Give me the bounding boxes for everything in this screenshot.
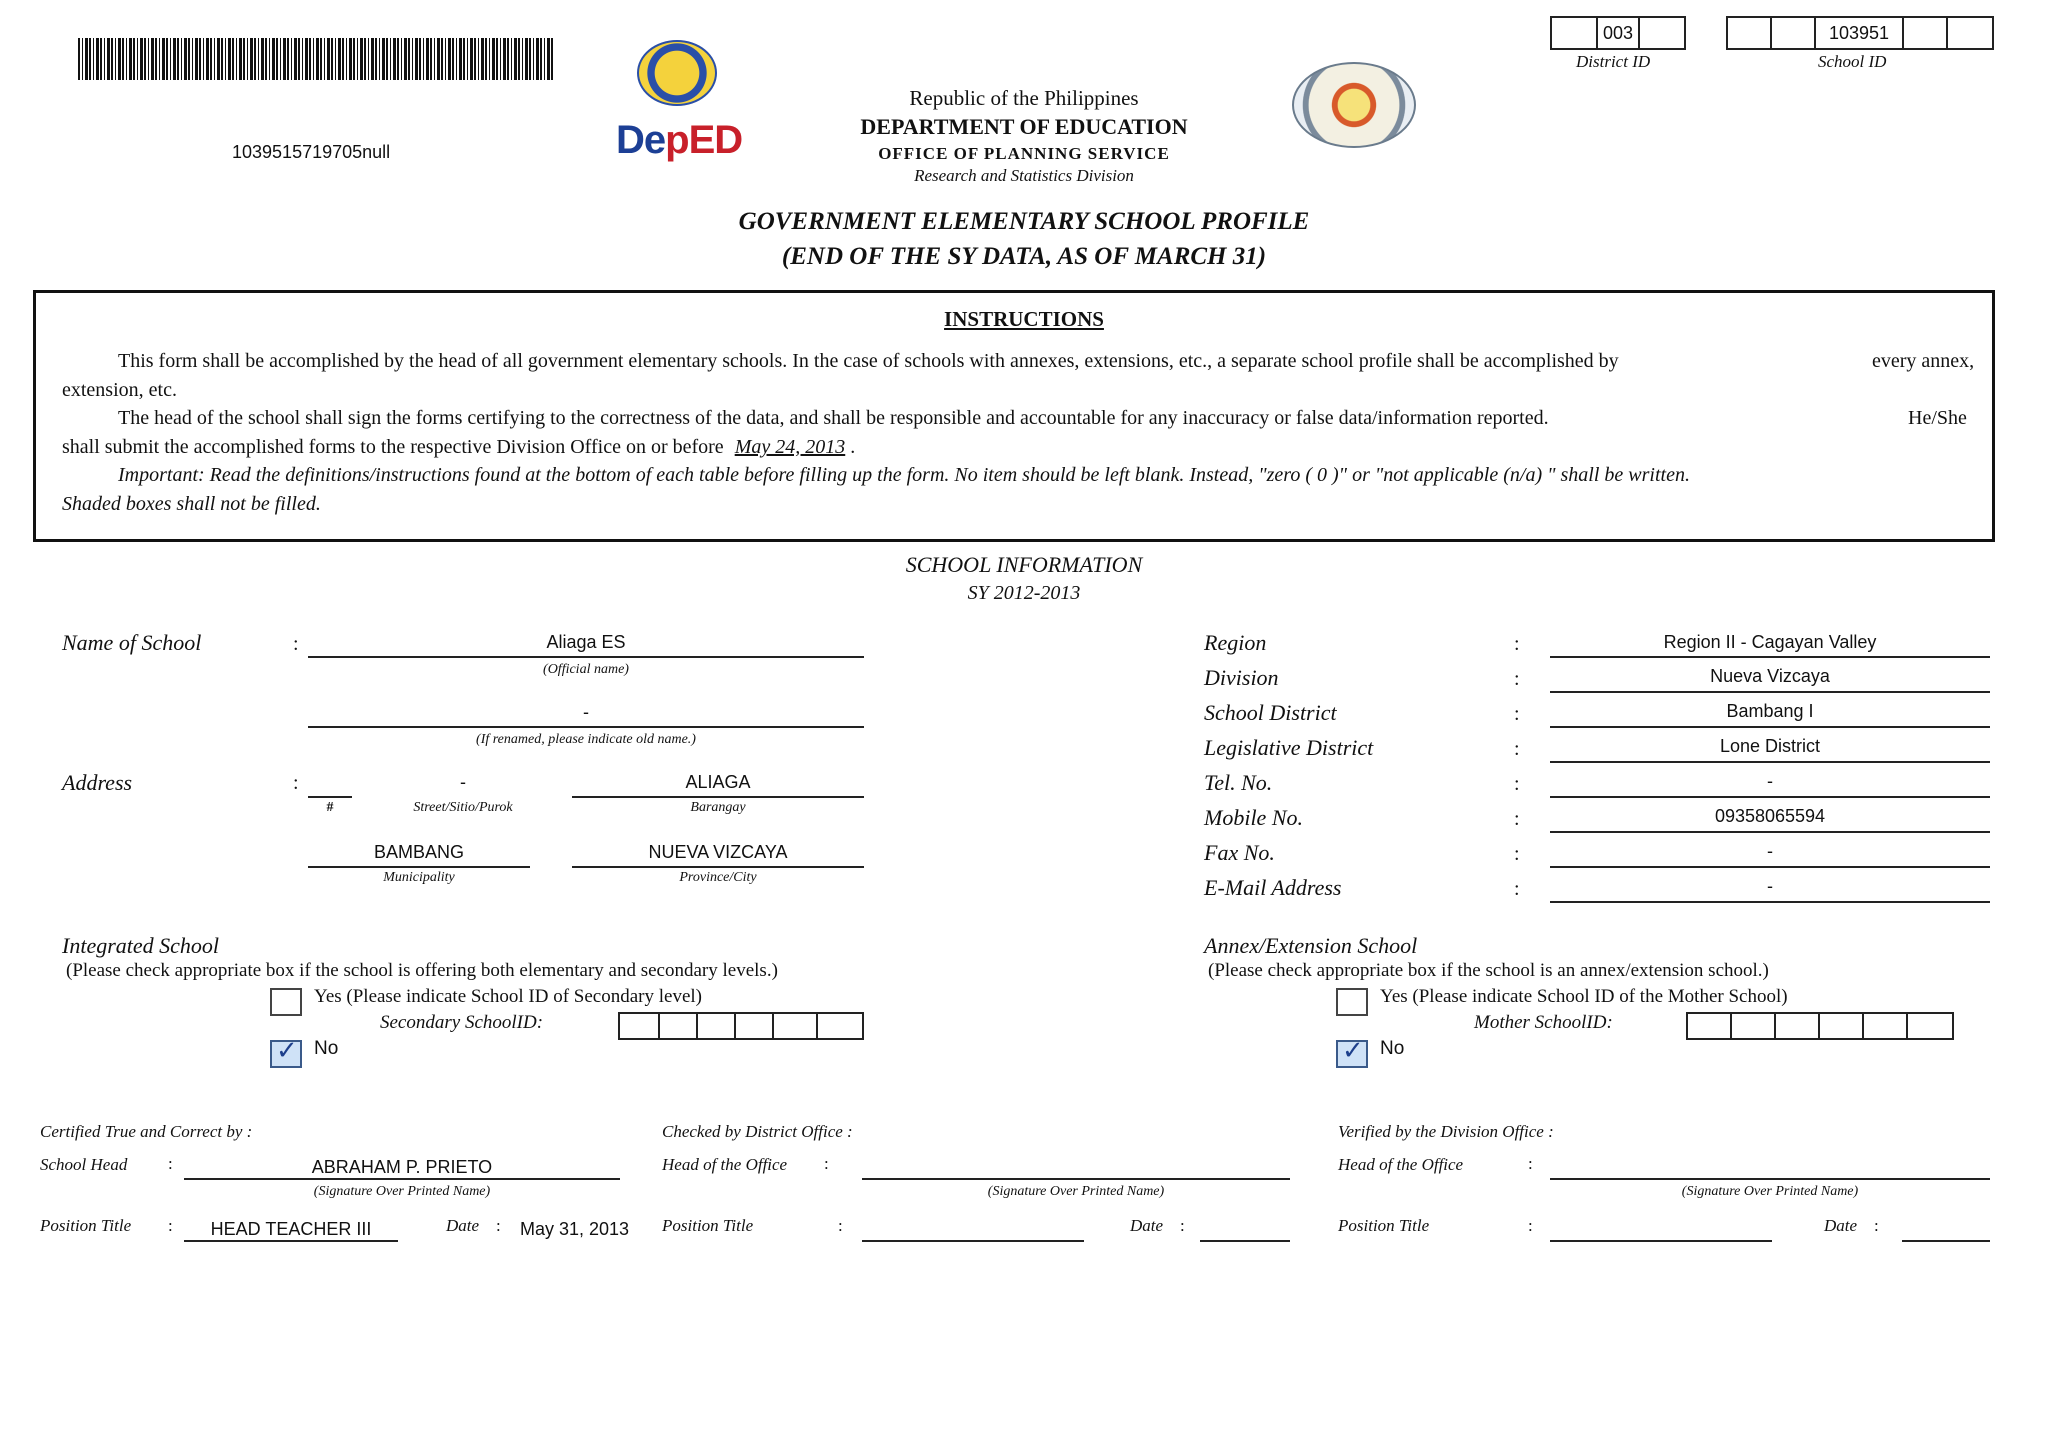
school-head-line (184, 1178, 620, 1180)
position-label-1: Position Title (40, 1216, 132, 1235)
colon: : (838, 1216, 843, 1235)
instructions-p2a: The head of the school shall sign the forms certifying to the correctness of the data, and shall be responsible and accountable for any inaccuracy or false data/information reported. (118, 407, 1549, 429)
colon: : (168, 1216, 173, 1235)
old-name-line (308, 726, 864, 728)
colon: : (168, 1154, 173, 1173)
instructions-p2c-line (62, 436, 855, 459)
position-label-2: Position Title (662, 1216, 754, 1235)
integrated-yes-checkbox[interactable] (270, 988, 302, 1016)
instructions-p2d: . (850, 436, 856, 458)
barangay-value: ALIAGA (685, 772, 751, 792)
house-number-caption: # (326, 800, 334, 815)
name-of-school-label: Name of School (62, 630, 202, 655)
position-value-1: HEAD TEACHER III (210, 1219, 372, 1239)
email-value: - (1767, 876, 1773, 896)
instructions-p3b: Shaded boxes shall not be filled. (62, 493, 321, 515)
annex-no-label: No (1380, 1038, 1405, 1059)
barcode (78, 38, 554, 80)
section-title: SCHOOL INFORMATION (905, 552, 1143, 577)
instructions-p1a: This form shall be accomplished by the head of all government elementary schools. In the case of schools with annexes, extensions, etc., a separate school profile shall be accomplished by (118, 350, 1619, 372)
secondary-schoolid-label: Secondary SchoolID: (380, 1012, 544, 1033)
district-id-box (1550, 16, 1686, 50)
municipality-caption: Municipality (383, 870, 455, 885)
position-line-2 (862, 1240, 1084, 1242)
fax-label: Fax No. (1204, 840, 1275, 865)
integrated-no-checkbox[interactable]: ✓ (270, 1040, 302, 1068)
form-subtitle: (END OF THE SY DATA, AS OF MARCH 31) (781, 243, 1267, 270)
school-name-line (308, 656, 864, 658)
province-value: NUEVA VIZCAYA (648, 842, 788, 862)
deped-logo: DepED (616, 118, 743, 162)
mobile-line (1550, 831, 1990, 833)
checked-label: Checked by District Office : (662, 1122, 853, 1141)
head-office-line-2 (862, 1178, 1290, 1180)
school-head-value: ABRAHAM P. PRIETO (311, 1157, 493, 1177)
mother-schoolid-label: Mother SchoolID: (1474, 1012, 1613, 1033)
instructions-p1c: extension, etc. (62, 379, 177, 401)
integrated-yes-label: Yes (Please indicate School ID of Secondary level) (314, 986, 702, 1007)
region-line (1550, 656, 1990, 658)
legislative-district-line (1550, 761, 1990, 763)
barangay-line (572, 796, 864, 798)
district-id-label: District ID (1576, 52, 1651, 71)
old-name-value: - (583, 702, 589, 722)
colon: : (1180, 1216, 1185, 1235)
integrated-note: (Please check appropriate box if the school is offering both elementary and secondary levels.) (66, 960, 778, 981)
date-value-1: May 31, 2013 (520, 1219, 630, 1239)
province-caption: Province/City (679, 870, 757, 885)
school-id-label: School ID (1818, 52, 1887, 71)
colon: : (1514, 668, 1520, 690)
school-head-label: School Head (40, 1155, 128, 1174)
instructions-heading: INSTRUCTIONS (944, 307, 1104, 331)
street-caption: Street/Sitio/Purok (413, 800, 513, 815)
colon: : (1514, 878, 1520, 900)
school-head-sig-caption: (Signature Over Printed Name) (313, 1184, 491, 1199)
municipality-value: BAMBANG (373, 842, 465, 862)
verified-label: Verified by the Division Office : (1338, 1122, 1554, 1141)
municipality-line (308, 866, 530, 868)
colon: : (1514, 843, 1520, 865)
division-text: Research and Statistics Division (914, 166, 1134, 185)
instructions-p2b: He/She (1908, 407, 1967, 429)
email-line (1550, 901, 1990, 903)
barcode-number: 1039515719705null (232, 142, 391, 162)
deadline-date: May 24, 2013 (734, 436, 846, 458)
colon: : (293, 772, 299, 794)
form-title: GOVERNMENT ELEMENTARY SCHOOL PROFILE (738, 208, 1310, 235)
certified-label: Certified True and Correct by : (40, 1122, 253, 1141)
old-name-caption: (If renamed, please indicate old name.) (476, 732, 696, 747)
date-label-3: Date (1824, 1216, 1858, 1235)
mobile-value: 09358065594 (1714, 806, 1826, 826)
street-value: - (460, 772, 466, 792)
secondary-schoolid-input[interactable] (618, 1012, 864, 1040)
region-value: Region II - Cagayan Valley (1663, 632, 1877, 652)
annex-note: (Please check appropriate box if the school is an annex/extension school.) (1208, 960, 1769, 981)
colon: : (1514, 633, 1520, 655)
legislative-district-label: Legislative District (1204, 735, 1374, 760)
district-sig-caption: (Signature Over Printed Name) (987, 1184, 1165, 1199)
position-line-3 (1550, 1240, 1772, 1242)
colon: : (1514, 808, 1520, 830)
email-label: E-Mail Address (1204, 875, 1342, 900)
district-id-value: 003 (1598, 18, 1640, 48)
school-name-value: Aliaga ES (546, 632, 626, 652)
head-office-label-3: Head of the Office (1338, 1155, 1464, 1174)
house-number-line (308, 796, 352, 798)
deped-seal-icon (637, 40, 717, 106)
tel-line (1550, 796, 1990, 798)
annex-title: Annex/Extension School (1204, 933, 1418, 958)
republic-text: Republic of the Philippines (909, 86, 1139, 110)
position-line-1 (184, 1240, 398, 1242)
colon: : (293, 633, 299, 655)
colon: : (1874, 1216, 1879, 1235)
head-office-label-2: Head of the Office (662, 1155, 788, 1174)
beis-seal-icon (1292, 62, 1416, 148)
province-line (572, 866, 864, 868)
school-id-box (1726, 16, 1994, 50)
colon: : (1528, 1216, 1533, 1235)
school-district-label: School District (1204, 700, 1337, 725)
colon: : (824, 1154, 829, 1173)
school-id-value: 103951 (1816, 18, 1904, 48)
colon: : (496, 1216, 501, 1235)
division-sig-caption: (Signature Over Printed Name) (1681, 1184, 1859, 1199)
school-district-line (1550, 726, 1990, 728)
tel-value: - (1767, 771, 1773, 791)
tel-label: Tel. No. (1204, 770, 1273, 795)
division-line (1550, 691, 1990, 693)
annex-yes-checkbox[interactable] (1336, 988, 1368, 1016)
legislative-district-value: Lone District (1719, 736, 1821, 756)
date-line-3 (1902, 1240, 1990, 1242)
integrated-no-label: No (314, 1038, 339, 1059)
section-sy: SY 2012-2013 (967, 582, 1081, 604)
instructions-p2c: shall submit the accomplished forms to the respective Division Office on or before (62, 436, 724, 458)
office-text: OFFICE OF PLANNING SERVICE (878, 144, 1170, 163)
head-office-line-3 (1550, 1178, 1990, 1180)
mother-schoolid-input[interactable] (1686, 1012, 1954, 1040)
date-label-2: Date (1130, 1216, 1164, 1235)
barangay-caption: Barangay (690, 800, 746, 815)
address-label: Address (62, 770, 133, 795)
fax-value: - (1767, 841, 1773, 861)
official-name-caption: (Official name) (543, 662, 629, 677)
region-label: Region (1204, 630, 1267, 655)
annex-yes-label: Yes (Please indicate School ID of the Mother School) (1380, 986, 1788, 1007)
date-line-2 (1200, 1240, 1290, 1242)
mobile-label: Mobile No. (1204, 805, 1303, 830)
division-label: Division (1204, 665, 1279, 690)
position-label-3: Position Title (1338, 1216, 1430, 1235)
colon: : (1514, 773, 1520, 795)
date-label-1: Date (446, 1216, 480, 1235)
colon: : (1528, 1154, 1533, 1173)
fax-line (1550, 866, 1990, 868)
department-text: DEPARTMENT OF EDUCATION (860, 114, 1188, 139)
colon: : (1514, 738, 1520, 760)
colon: : (1514, 703, 1520, 725)
instructions-p3a: Important: Read the definitions/instructions found at the bottom of each table before filling up the form. No item should be left blank. Instead, "zero ( 0 )" or "not applicable (n/a) " shall be written. (118, 464, 1690, 486)
instructions-p1b: every annex, (1872, 350, 1975, 372)
division-value: Nueva Vizcaya (1710, 666, 1830, 686)
annex-no-checkbox[interactable]: ✓ (1336, 1040, 1368, 1068)
school-district-value: Bambang I (1726, 701, 1814, 721)
integrated-title: Integrated School (62, 933, 220, 958)
